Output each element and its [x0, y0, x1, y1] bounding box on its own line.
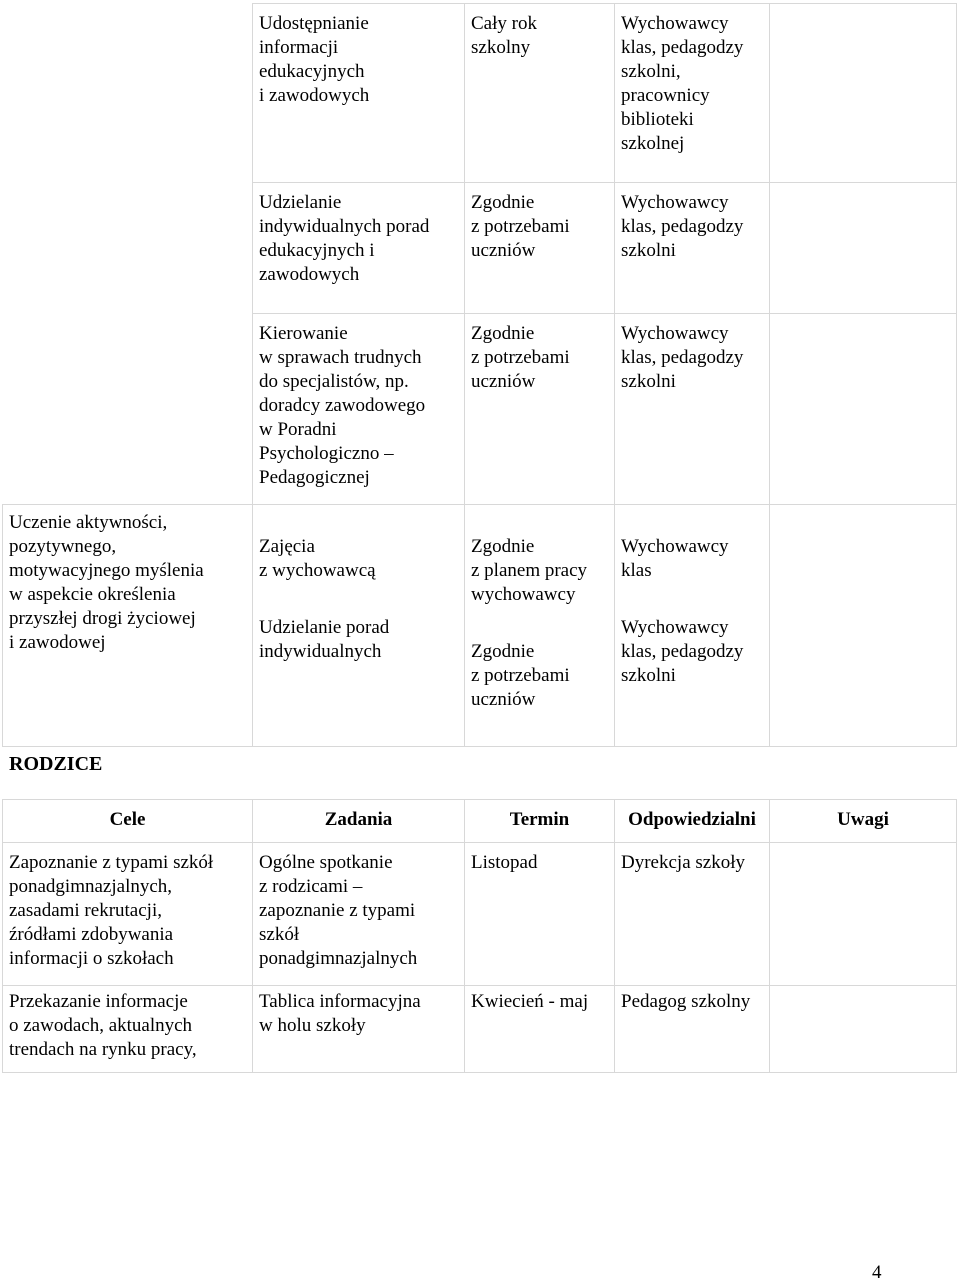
table-row: [3, 505, 957, 747]
term-entry: Zgodnie z potrzebami uczniów: [471, 641, 570, 710]
goal-cell: [3, 183, 253, 314]
term-cell: Zgodnie z potrzebami uczniów: [465, 314, 615, 505]
goal-cell: Przekazanie informacje o zawodach, aktualnych trendach na rynku pracy,: [3, 986, 253, 1073]
table-row: [3, 986, 957, 1073]
column-header-responsible: Odpowiedzialni: [615, 800, 770, 843]
parents-table: [2, 799, 957, 1073]
column-header-notes: Uwagi: [770, 800, 957, 843]
responsible-cell: Pedagog szkolny: [615, 986, 770, 1073]
responsible-cell: Dyrekcja szkoły: [615, 843, 770, 986]
table-row: [3, 843, 957, 986]
term-cell: [465, 505, 615, 747]
term-entry: Zgodnie z planem pracy wychowawcy: [471, 536, 588, 605]
career-activities-table: [2, 3, 957, 747]
term-cell: Cały rok szkolny: [465, 4, 615, 183]
table-row: [3, 183, 957, 314]
goal-cell: [3, 314, 253, 505]
task-cell: Tablica informacyjna w holu szkoły: [253, 986, 465, 1073]
notes-cell: [770, 314, 957, 505]
notes-cell: [770, 4, 957, 183]
task-cell: Udzielanie indywidualnych porad edukacyjnych i zawodowych: [253, 183, 465, 314]
goal-cell: Zapoznanie z typami szkół ponadgimnazjalnych, zasadami rekrutacji, źródłami zdobywania informacji o szkołach: [3, 843, 253, 986]
task-entry: Udzielanie porad indywidualnych: [259, 617, 390, 662]
term-cell: Kwiecień - maj: [465, 986, 615, 1073]
task-cell: Udostępnianie informacji edukacyjnych i zawodowych: [253, 4, 465, 183]
goal-cell: Uczenie aktywności, pozytywnego, motywacyjnego myślenia w aspekcie określenia przyszłej drogi życiowej i zawodowej: [3, 505, 253, 747]
responsible-cell: Wychowawcy klas, pedagodzy szkolni, pracownicy biblioteki szkolnej: [615, 4, 770, 183]
table-row: [3, 4, 957, 183]
page-number: 4: [872, 1262, 882, 1283]
notes-cell: [770, 183, 957, 314]
responsible-cell: Wychowawcy klas, pedagodzy szkolni: [615, 183, 770, 314]
task-cell: Ogólne spotkanie z rodzicami – zapoznanie z typami szkół ponadgimnazjalnych: [253, 843, 465, 986]
responsible-entry: Wychowawcy klas, pedagodzy szkolni: [621, 617, 744, 686]
column-header-goals: Cele: [3, 800, 253, 843]
responsible-cell: Wychowawcy klas, pedagodzy szkolni: [615, 314, 770, 505]
goal-cell: [3, 4, 253, 183]
task-cell: [253, 505, 465, 747]
term-cell: Zgodnie z potrzebami uczniów: [465, 183, 615, 314]
responsible-entry: Wychowawcy klas: [621, 536, 729, 581]
section-title: RODZICE: [9, 753, 103, 775]
task-entry: Zajęcia z wychowawcą: [259, 536, 376, 581]
header-row: [3, 800, 957, 843]
notes-cell: [770, 986, 957, 1073]
term-cell: Listopad: [465, 843, 615, 986]
responsible-cell: [615, 505, 770, 747]
column-header-tasks: Zadania: [253, 800, 465, 843]
notes-cell: [770, 843, 957, 986]
column-header-term: Termin: [465, 800, 615, 843]
notes-cell: [770, 505, 957, 747]
task-cell: Kierowanie w sprawach trudnych do specjalistów, np. doradcy zawodowego w Poradni Psychologiczno – Pedagogicznej: [253, 314, 465, 505]
table-row: [3, 314, 957, 505]
